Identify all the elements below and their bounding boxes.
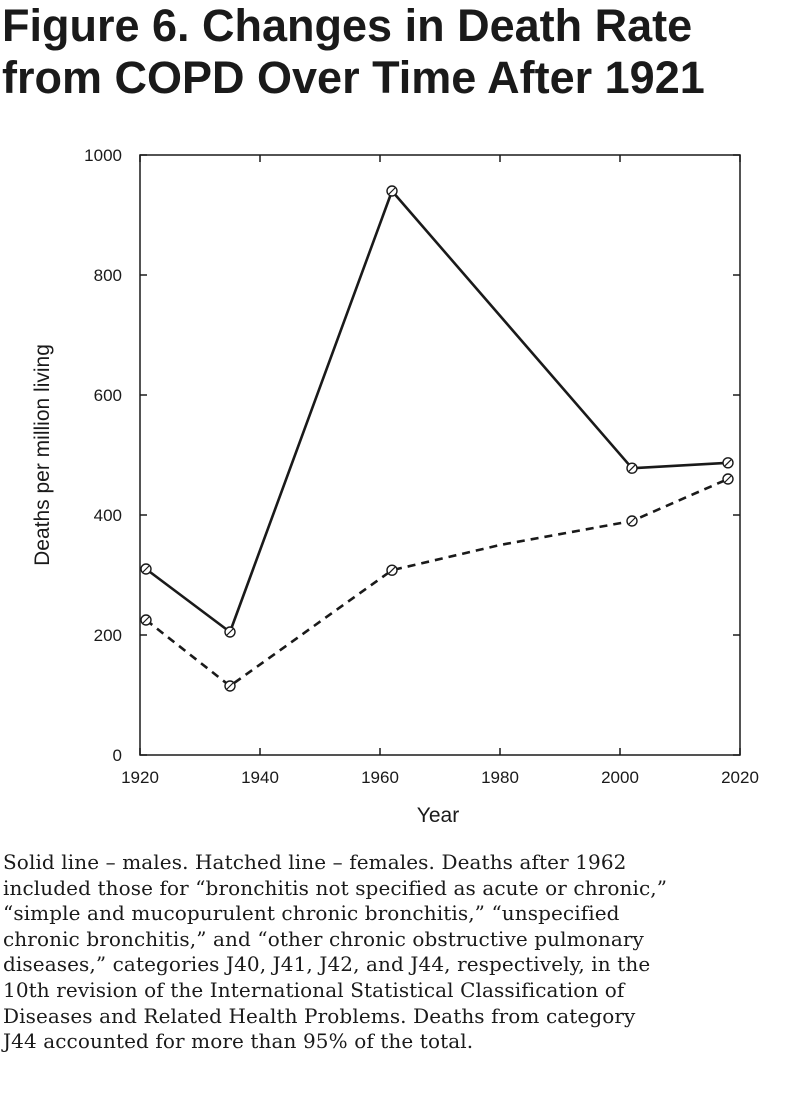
data-point-females [141, 615, 151, 625]
title-line-1: Figure 6. Changes in Death Rate [2, 0, 693, 51]
caption-line-3: “simple and mucopurulent chronic bronchitis,” “unspecified [3, 901, 620, 926]
x-tick-label: 2020 [721, 768, 759, 787]
x-tick-label: 1940 [241, 768, 279, 787]
title-line-2: from COPD Over Time After 1921 [2, 52, 705, 103]
data-point-males [225, 627, 235, 637]
caption-line-5: diseases,” categories J40, J41, J42, and J44, respectively, in the [3, 952, 651, 977]
caption-line-4: chronic bronchitis,” and “other chronic obstructive pulmonary [3, 926, 644, 951]
x-tick-label: 1920 [121, 768, 159, 787]
x-axis-label: Year [416, 804, 460, 827]
figure-title [2, 0, 792, 104]
caption-line-1: Solid line – males. Hatched line – females. Deaths after 1962 [3, 850, 627, 874]
y-axis-label: Deaths per million living [31, 344, 54, 566]
data-point-females [387, 565, 397, 575]
y-tick-label: 0 [112, 746, 122, 765]
data-point-females [723, 474, 733, 484]
data-point-males [627, 463, 637, 473]
x-tick-label: 2000 [601, 768, 639, 787]
y-tick-label: 1000 [84, 146, 122, 165]
x-tick-label: 1980 [481, 768, 519, 787]
data-point-females [225, 681, 235, 691]
y-tick-label: 200 [93, 626, 122, 645]
y-tick-label: 800 [93, 266, 122, 285]
caption-line-6: 10th revision of the International Statistical Classification of [3, 977, 625, 1002]
caption-line-7: Diseases and Related Health Problems. Deaths from category [3, 1003, 636, 1028]
data-point-males [723, 458, 733, 468]
copd-death-rate-chart [0, 135, 800, 835]
series-line-females [146, 479, 728, 686]
y-tick-label: 400 [93, 506, 122, 525]
data-point-males [141, 564, 151, 574]
figure-caption [3, 850, 797, 1055]
y-tick-label: 600 [93, 386, 122, 405]
x-tick-label: 1960 [361, 768, 399, 787]
series-line-males [146, 191, 728, 632]
data-point-females [627, 516, 637, 526]
data-point-males [387, 186, 397, 196]
caption-line-8: J44 accounted for more than 95% of the total. [3, 1029, 474, 1054]
caption-line-2: included those for “bronchitis not specified as acute or chronic,” [3, 875, 668, 900]
data-series [141, 186, 733, 691]
